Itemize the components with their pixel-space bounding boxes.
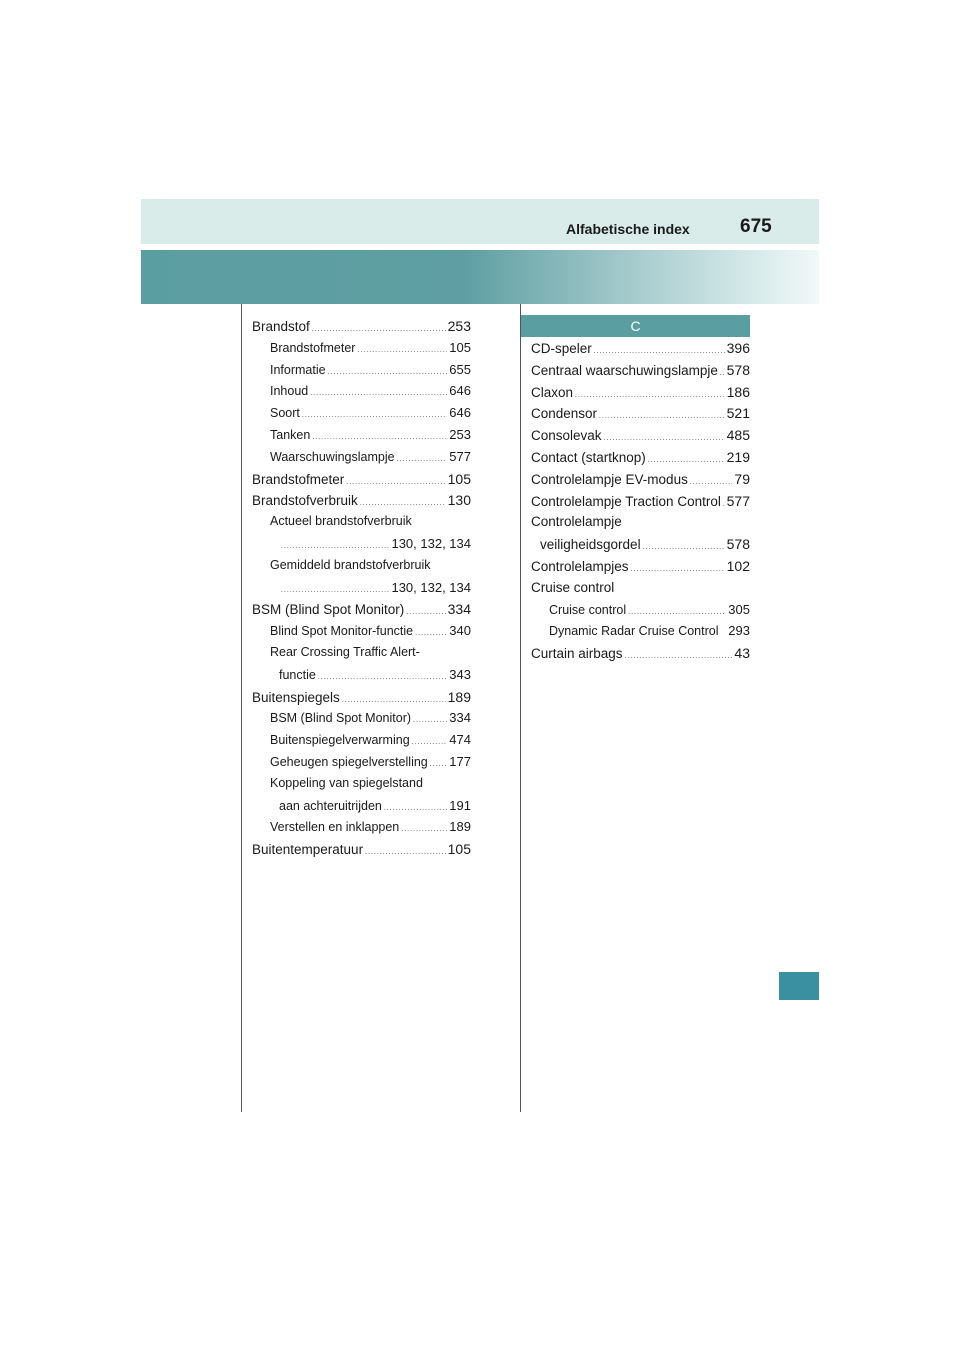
index-entry-page: 130, 132, 134: [391, 535, 471, 551]
index-entry: [252, 580, 471, 602]
index-entry: [252, 514, 471, 536]
index-entry-page: 105: [447, 470, 471, 487]
index-entry-page: 655: [449, 361, 471, 377]
index-entry: [531, 493, 750, 515]
index-entry: [531, 449, 750, 471]
dot-leader: [406, 609, 445, 616]
dot-leader: [302, 412, 447, 419]
index-entry-label: Brandstofmeter: [270, 340, 356, 355]
index-entry: [252, 689, 471, 711]
index-entry: [531, 405, 750, 427]
dot-leader: [413, 717, 447, 724]
dot-leader: [643, 544, 725, 551]
index-entry: [252, 536, 471, 558]
index-entry-label: Controlelampje EV-modus: [531, 471, 688, 487]
index-column-left: [252, 318, 471, 863]
index-entry-label: functie: [279, 667, 316, 682]
dot-leader: [365, 849, 446, 856]
index-entry-page: 105: [449, 339, 471, 355]
dot-leader: [690, 479, 733, 486]
index-entry-label: Buitentemperatuur: [252, 842, 364, 858]
index-entry-page: 577: [449, 448, 471, 464]
index-entry-page: 521: [726, 405, 750, 422]
dot-leader: [415, 630, 447, 637]
index-entry-label: veiligheidsgordel: [540, 537, 641, 553]
dot-leader: [631, 566, 725, 573]
index-entry-label: Cruise control: [549, 602, 627, 617]
index-entry-page: 102: [726, 557, 750, 574]
index-entry: [252, 819, 471, 841]
thumb-index-tab: [779, 972, 819, 1000]
dot-leader: [604, 435, 725, 442]
index-entry: [252, 710, 471, 732]
index-entry-page: 577: [726, 492, 750, 509]
index-entry: [252, 558, 471, 580]
index-entry: [531, 602, 750, 624]
index-entry: [531, 536, 750, 558]
index-entry-page: 474: [449, 732, 471, 748]
index-entry-label: Condensor: [531, 406, 598, 422]
index-entry: [252, 492, 471, 514]
dot-leader: [360, 500, 446, 507]
index-entry-page: 334: [447, 601, 471, 618]
index-entry: [252, 841, 471, 863]
index-entry-label: Centraal waarschuwingslampje: [531, 362, 718, 378]
index-entry-page: 130, 132, 134: [391, 579, 471, 595]
index-entry: [531, 427, 750, 449]
index-entry-label: Blind Spot Monitor-functie: [270, 624, 414, 639]
dot-leader: [648, 457, 725, 464]
index-entry: [252, 471, 471, 493]
index-entry-label: BSM (Blind Spot Monitor): [270, 711, 412, 726]
index-entry: [252, 776, 471, 798]
index-entry-page: 177: [449, 753, 471, 769]
index-entry-label: Controlelampjes: [531, 558, 629, 574]
index-entry-page: 186: [726, 383, 750, 400]
index-entry: [531, 340, 750, 362]
dot-leader: [312, 434, 447, 441]
dot-leader: [312, 326, 446, 333]
dot-leader: [281, 587, 389, 594]
index-entry-label: Buitenspiegelverwarming: [270, 733, 410, 748]
index-entry-label: Waarschuwingslampje: [270, 449, 395, 464]
index-entry-page: 130: [447, 492, 471, 509]
index-entry-label: Verstellen en inklappen: [270, 820, 400, 835]
index-entry-label: Rear Crossing Traffic Alert-: [270, 644, 420, 659]
dot-leader: [346, 479, 445, 486]
index-entry-label: Consolevak: [531, 428, 602, 444]
index-entry: [252, 754, 471, 776]
index-entry: [252, 645, 471, 667]
index-entry: [531, 623, 750, 645]
index-entry: [252, 340, 471, 362]
index-entry-label: Brandstofverbruik: [252, 493, 358, 509]
index-entry-page: 253: [447, 318, 471, 334]
index-entry-page: 189: [447, 688, 471, 705]
index-entry-label: Brandstof: [252, 319, 310, 334]
index-entry: [252, 427, 471, 449]
index-entry-label: Cruise control: [531, 579, 615, 595]
dot-leader: [397, 456, 448, 463]
index-entry: [531, 580, 750, 602]
index-entry: [252, 732, 471, 754]
index-entry: [252, 449, 471, 471]
index-entry-page: 191: [449, 797, 471, 813]
index-entry-label: Controlelampje: [531, 514, 622, 530]
column-divider-left: [241, 304, 242, 1112]
index-entry-page: 396: [726, 340, 750, 356]
index-entry-page: 219: [726, 448, 750, 465]
index-entry-page: 578: [726, 536, 750, 553]
index-entry-label: Claxon: [531, 384, 574, 400]
index-entry-label: Gemiddeld brandstofverbruik: [270, 557, 431, 572]
index-entry-label: Contact (startknop): [531, 449, 646, 465]
index-column-right: [531, 340, 750, 667]
dot-leader: [575, 392, 725, 399]
index-entry: [531, 514, 750, 536]
index-entry-label: Dynamic Radar Cruise Control: [549, 624, 719, 639]
index-entry: [531, 384, 750, 406]
index-entry-page: 334: [449, 710, 471, 726]
dot-leader: [384, 805, 447, 812]
index-entry: [252, 601, 471, 623]
index-entry-label: Koppeling van spiegelstand: [270, 775, 423, 790]
index-entry: [252, 383, 471, 405]
index-entry-page: 253: [449, 426, 471, 442]
dot-leader: [594, 348, 725, 355]
index-entry-page: 646: [449, 405, 471, 421]
dot-leader: [720, 370, 725, 377]
index-entry-label: Inhoud: [270, 384, 309, 399]
index-entry-page: 340: [449, 623, 471, 639]
index-entry-label: Tanken: [270, 427, 311, 442]
index-entry: [252, 362, 471, 384]
index-entry-label: Soort: [270, 406, 300, 421]
decorative-band: [141, 250, 819, 304]
page-number: 675: [740, 216, 772, 237]
index-entry-label: Curtain airbags: [531, 646, 623, 662]
dot-leader: [628, 609, 726, 616]
index-entry: [252, 798, 471, 820]
index-entry: [531, 645, 750, 667]
dot-leader: [342, 697, 446, 704]
header-title: Alfabetische index: [566, 221, 690, 237]
index-entry-page: 293: [728, 623, 750, 639]
dot-leader: [310, 390, 447, 397]
index-entry: [252, 667, 471, 689]
index-entry-label: Controlelampje Traction Control: [531, 493, 721, 509]
index-entry-label: BSM (Blind Spot Monitor): [252, 602, 405, 618]
dot-leader: [625, 653, 733, 660]
index-entry-page: 646: [449, 383, 471, 399]
index-entry: [531, 558, 750, 580]
dot-leader: [723, 501, 725, 508]
index-entry-label: CD-speler: [531, 341, 592, 356]
index-entry-page: 189: [449, 819, 471, 835]
section-letter: C: [521, 315, 750, 337]
dot-leader: [328, 369, 448, 376]
index-entry-page: 105: [447, 841, 471, 858]
dot-leader: [281, 543, 389, 550]
index-entry-page: 578: [726, 361, 750, 378]
index-entry-page: 305: [728, 601, 750, 617]
dot-leader: [430, 761, 448, 768]
index-entry-label: aan achteruitrijden: [279, 798, 382, 813]
dot-leader: [599, 413, 725, 420]
dot-leader: [318, 674, 447, 681]
dot-leader: [412, 739, 448, 746]
index-entry-page: 485: [726, 427, 750, 444]
column-divider-right: [520, 304, 521, 1112]
index-entry-page: 343: [449, 666, 471, 682]
index-entry-page: 43: [734, 645, 750, 662]
index-entry-page: 79: [734, 470, 750, 487]
index-entry: [531, 471, 750, 493]
index-entry-label: Informatie: [270, 362, 326, 377]
index-entry: [252, 623, 471, 645]
dot-leader: [401, 826, 447, 833]
index-entry-label: Actueel brandstofverbruik: [270, 514, 412, 529]
index-entry-label: Geheugen spiegelverstelling: [270, 754, 428, 769]
dot-leader: [357, 347, 447, 354]
index-entry: [252, 405, 471, 427]
index-entry: [531, 362, 750, 384]
index-entry-label: Brandstofmeter: [252, 471, 345, 487]
header-bar: [141, 199, 819, 244]
index-entry-label: Buitenspiegels: [252, 689, 340, 705]
index-entry: [252, 318, 471, 340]
